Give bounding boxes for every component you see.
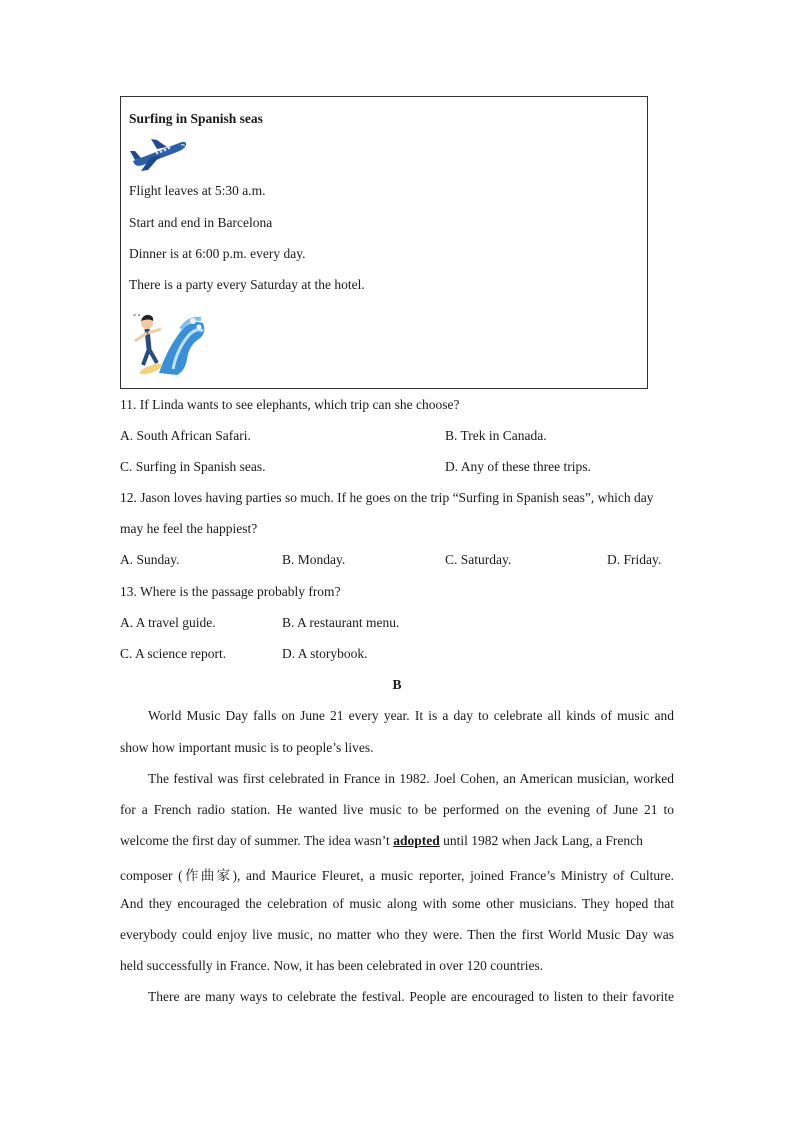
question-11-option-c: C. Surfing in Spanish seas. xyxy=(120,459,266,474)
trip-ad-box xyxy=(120,96,648,389)
svg-text:* *: * * xyxy=(133,314,141,320)
paragraph-line: for a French radio station. He wanted live music to be performed on the evening of June 21 to xyxy=(120,802,674,817)
ad-line-party: There is a party every Saturday at the hotel. xyxy=(129,277,365,292)
question-12-option-c: C. Saturday. xyxy=(445,552,512,567)
paragraph-line: There are many ways to celebrate the festival. People are encouraged to listen to their favorite xyxy=(148,989,674,1004)
question-12-stem-line-1: 12. Jason loves having parties so much. If he goes on the trip “Surfing in Spanish seas”, which day xyxy=(120,490,654,505)
paragraph-line: And they encouraged the celebration of music along with some other musicians. They hoped that xyxy=(120,896,674,911)
question-11-option-b: B. Trek in Canada. xyxy=(445,428,547,443)
paragraph-line: composer (作曲家), and Maurice Fleuret, a music reporter, joined France’s Ministry of Culture. xyxy=(120,868,674,883)
question-11-option-a: A. South African Safari. xyxy=(120,428,251,443)
paragraph-text: welcome the first day of summer. The idea wasn’t xyxy=(120,833,390,848)
paragraph-text: until 1982 when Jack Lang, a French xyxy=(443,833,643,848)
question-13-stem: 13. Where is the passage probably from? xyxy=(120,584,341,599)
question-12-stem-line-2: may he feel the happiest? xyxy=(120,521,258,536)
question-11-stem: 11. If Linda wants to see elephants, which trip can she choose? xyxy=(120,397,460,412)
question-11-option-d: D. Any of these three trips. xyxy=(445,459,591,474)
question-12-option-b: B. Monday. xyxy=(282,552,346,567)
paragraph-line: The festival was first celebrated in France in 1982. Joel Cohen, an American musician, worked xyxy=(148,771,674,786)
ad-line-dinner: Dinner is at 6:00 p.m. every day. xyxy=(129,246,306,261)
question-13-option-d: D. A storybook. xyxy=(282,646,368,661)
question-12-option-a: A. Sunday. xyxy=(120,552,180,567)
paragraph-line: World Music Day falls on June 21 every year. It is a day to celebrate all kinds of music and xyxy=(148,708,674,723)
question-13-option-c: C. A science report. xyxy=(120,646,227,661)
question-13-option-a: A. A travel guide. xyxy=(120,615,216,630)
underlined-keyword: adopted xyxy=(393,833,440,848)
paragraph-line: everybody could enjoy live music, no matter who they were. Then the first World Music Day was xyxy=(120,927,674,942)
ad-title: Surfing in Spanish seas xyxy=(129,111,263,126)
ad-line-flight: Flight leaves at 5:30 a.m. xyxy=(129,183,266,198)
airplane-icon xyxy=(129,135,189,173)
paragraph-line: held successfully in France. Now, it has been celebrated in over 120 countries. xyxy=(120,958,544,973)
question-13-option-b: B. A restaurant menu. xyxy=(282,615,400,630)
paragraph-line: show how important music is to people’s lives. xyxy=(120,740,374,755)
ad-line-start: Start and end in Barcelona xyxy=(129,215,273,230)
question-12-option-d: D. Friday. xyxy=(607,552,662,567)
surfer-icon xyxy=(129,309,207,377)
section-b-heading: B xyxy=(392,677,402,692)
paragraph-line-with-keyword xyxy=(120,833,674,849)
